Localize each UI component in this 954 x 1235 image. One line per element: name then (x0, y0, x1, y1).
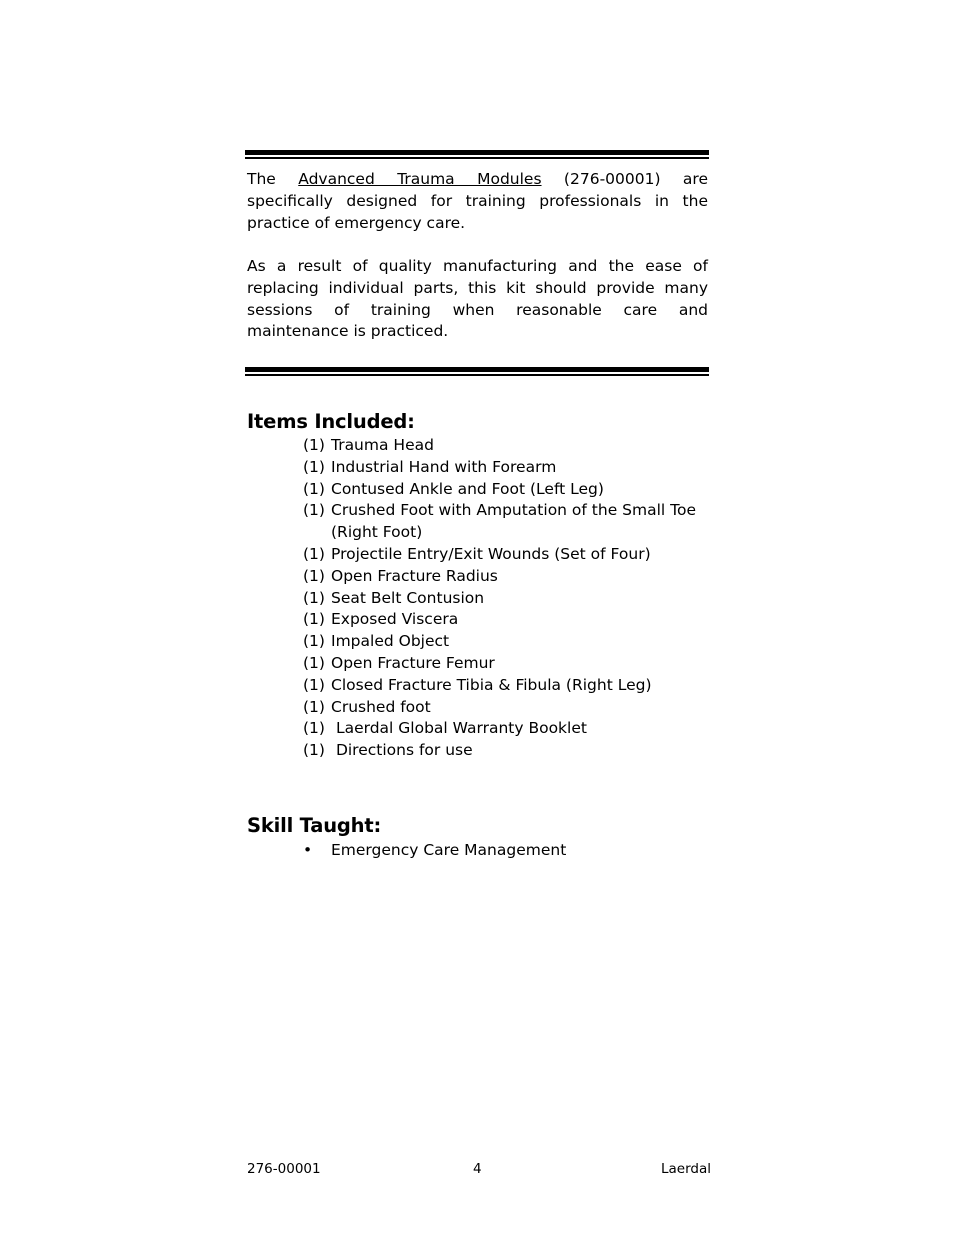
section-rule (245, 367, 709, 376)
list-item (303, 609, 723, 631)
item-quantity: (1) (303, 675, 325, 694)
skill-list-item (303, 840, 566, 862)
item-name: Impaled Object (331, 632, 450, 651)
footer-part-number: 276-00001 (247, 1161, 321, 1177)
item-quantity: (1) (303, 741, 325, 760)
intro-text: (276-00001) are specifically designed for training professionals in the practice of emergency care. (247, 170, 708, 232)
intro-paragraph-1 (247, 169, 708, 234)
item-name: Laerdal Global Warranty Booklet (331, 719, 587, 738)
list-item (303, 675, 723, 697)
item-quantity: (1) (303, 588, 325, 607)
item-name: Crushed foot (331, 697, 431, 716)
item-quantity: (1) (303, 501, 325, 520)
skill-text: Emergency Care Management (331, 841, 567, 859)
item-quantity: (1) (303, 436, 325, 454)
list-item (303, 697, 723, 719)
list-item (303, 718, 723, 740)
list-item (303, 500, 723, 544)
item-name: Crushed Foot with Amputation of the Small Toe (Right Foot) (331, 501, 701, 542)
item-quantity: (1) (303, 566, 325, 585)
footer-page-number: 4 (473, 1161, 482, 1177)
item-quantity: (1) (303, 653, 325, 672)
list-item (303, 653, 723, 675)
list-item (303, 566, 723, 588)
item-name: Seat Belt Contusion (331, 588, 485, 607)
item-name: Exposed Viscera (331, 610, 459, 629)
list-item (303, 457, 723, 479)
item-name: Directions for use (331, 741, 473, 760)
item-name: Open Fracture Femur (331, 653, 495, 672)
intro-text-2: As a result of quality manufacturing and the ease of replacing individual parts, this kit should provide many sessions of training when reasonable care and maintenance is practiced. (247, 257, 708, 341)
product-name-link: Advanced Trauma Modules (298, 170, 542, 188)
item-name: Contused Ankle and Foot (Left Leg) (331, 479, 604, 498)
top-rule (245, 150, 709, 159)
list-item (303, 544, 723, 566)
list-item (303, 631, 723, 653)
item-name: Projectile Entry/Exit Wounds (Set of Four) (331, 544, 651, 563)
items-list (303, 435, 723, 762)
item-quantity: (1) (303, 479, 325, 498)
item-quantity: (1) (303, 697, 325, 716)
list-item (303, 588, 723, 610)
item-quantity: (1) (303, 610, 325, 629)
list-item (303, 435, 723, 457)
item-quantity: (1) (303, 632, 325, 651)
items-included-heading: Items Included: (247, 410, 415, 433)
item-name: Industrial Hand with Forearm (331, 457, 557, 476)
item-name: Closed Fracture Tibia & Fibula (Right Leg) (331, 675, 652, 694)
list-item (303, 740, 723, 762)
intro-paragraph-2 (247, 256, 708, 343)
footer-brand: Laerdal (661, 1161, 712, 1177)
intro-text: The (247, 170, 299, 188)
item-quantity: (1) (303, 544, 325, 563)
item-name: Open Fracture Radius (331, 566, 498, 585)
item-quantity: (1) (303, 457, 325, 476)
skill-taught-heading: Skill Taught: (247, 814, 382, 837)
item-name: Trauma Head (331, 436, 434, 454)
bullet-icon: • (303, 841, 313, 859)
item-quantity: (1) (303, 719, 325, 738)
list-item (303, 479, 723, 501)
